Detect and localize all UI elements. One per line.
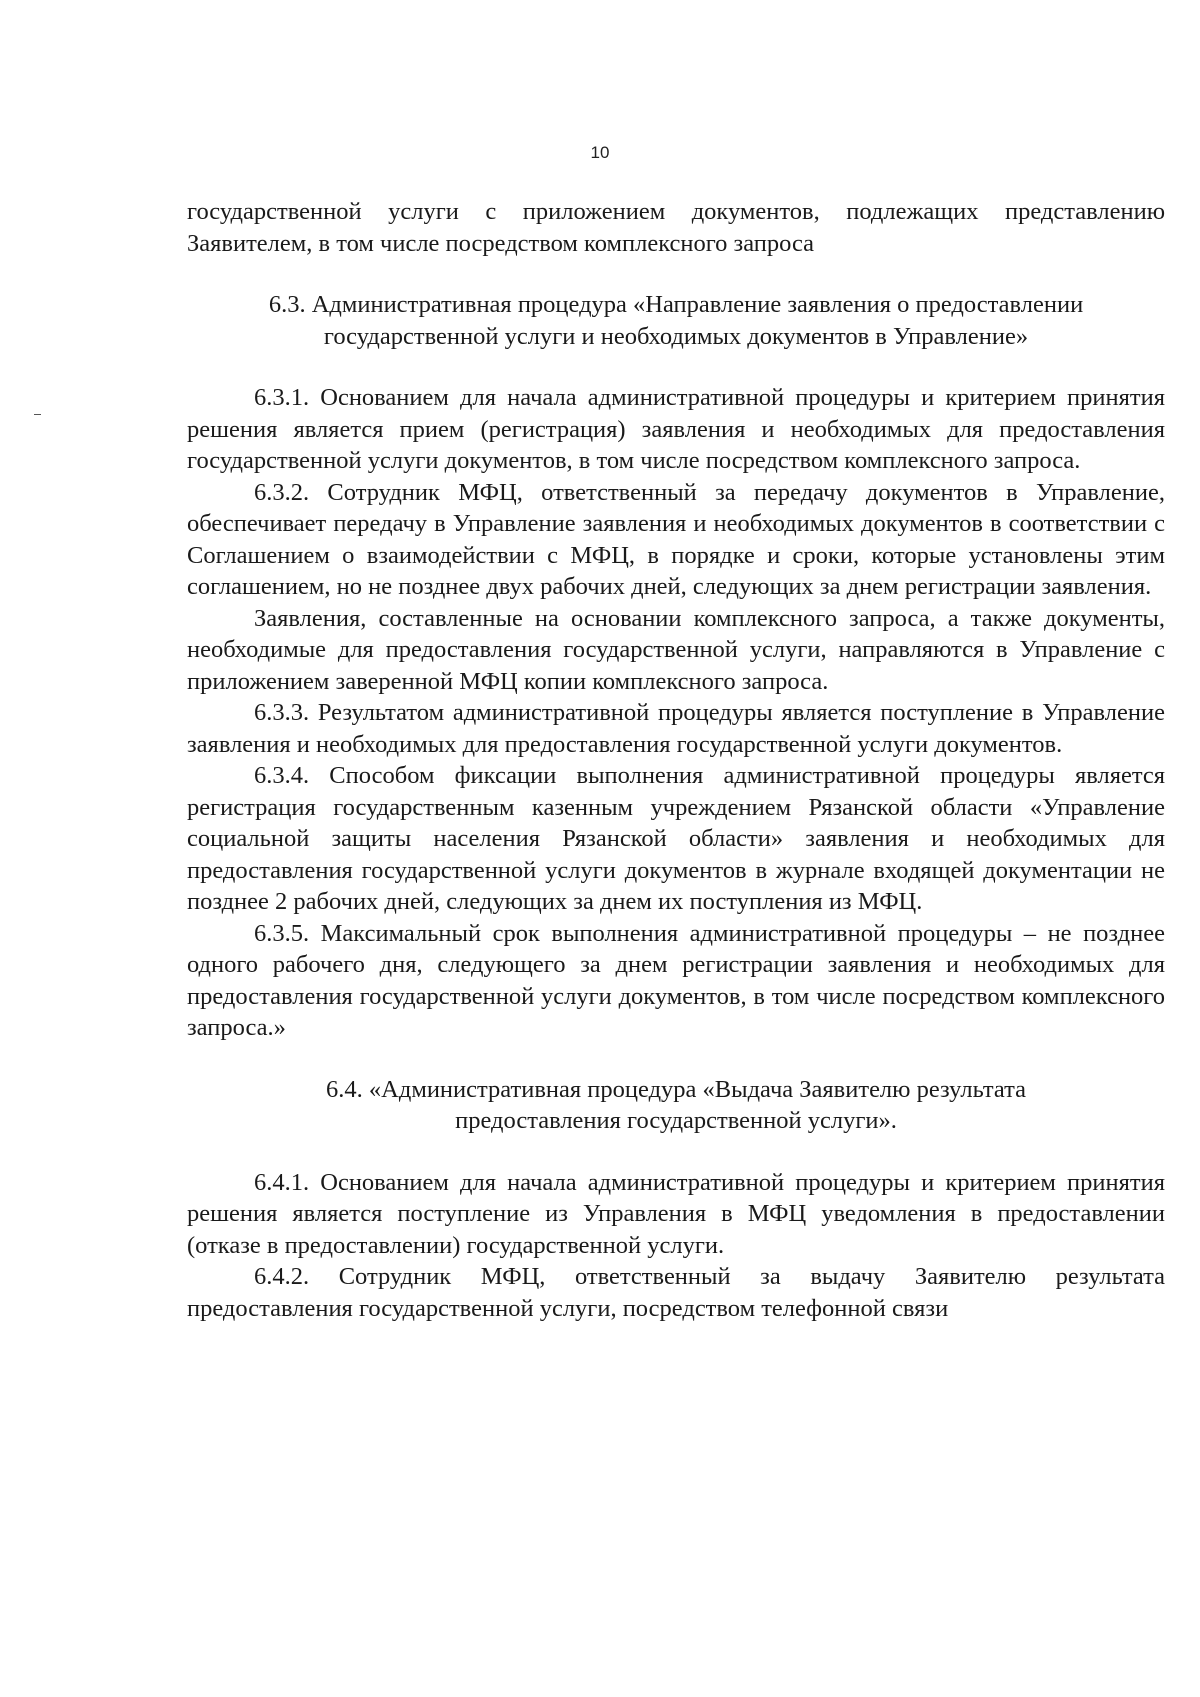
paragraph-6-3-2: 6.3.2. Сотрудник МФЦ, ответственный за передачу документов в Управление, обеспечивает передачу в Управление заявления и необходимых документов в соответствии с Соглашением о взаимодействии с МФЦ, в порядке и сроки, которые установлены этим соглашением, но не позднее двух рабочих дней, следующих за днем регистрации заявления. (187, 478, 1165, 600)
scan-margin-mark (34, 414, 41, 415)
paragraph-6-4-2: 6.4.2. Сотрудник МФЦ, ответственный за выдачу Заявителю результата предоставления государственной услуги, посредством телефонной связи (187, 1263, 1165, 1322)
page-number: 10 (590, 143, 610, 162)
paragraph-statements: Заявления, составленные на основании комплексного запроса, а также документы, необходимые для предоставления государственной услуги, направляются в Управление с приложением заверенной МФЦ копии комплексного запроса. (187, 604, 1165, 695)
section-6-4-heading-line2: предоставления государственной услуги». (455, 1107, 897, 1134)
paragraph-6-3-5: 6.3.5. Максимальный срок выполнения административной процедуры – не позднее одного рабочего дня, следующего за днем регистрации заявления и необходимых для предоставления государственной услуги документов, в том числе посредством комплексного запроса.» (187, 919, 1165, 1041)
paragraph-6-3-3: 6.3.3. Результатом административной процедуры является поступление в Управление заявления и необходимых для предоставления государственной услуги документов. (187, 699, 1165, 758)
paragraph-6-3-4: 6.3.4. Способом фиксации выполнения административной процедуры является регистрация государственным казенным учреждением Рязанской области «Управление социальной защиты населения Рязанской области» заявления и необходимых для предоставления государственной услуги документов в журнале входящей документации не позднее 2 рабочих дней, следующих за днем их поступления из МФЦ. (187, 762, 1165, 915)
paragraph-6-3-1: 6.3.1. Основанием для начала административной процедуры и критерием принятия решения является прием (регистрация) заявления и необходимых для предоставления государственной услуги документов, в том числе посредством комплексного запроса. (187, 384, 1165, 474)
section-6-3-heading-line2: государственной услуги и необходимых документов в Управление» (323, 322, 1029, 350)
section-6-3-heading-line1: 6.3. Административная процедура «Направление заявления о предоставлении (268, 291, 1084, 318)
document-body (187, 196, 1165, 1324)
section-6-3-heading (187, 289, 1165, 352)
paragraph-6-4-1: 6.4.1. Основанием для начала административной процедуры и критерием принятия решения является поступление из Управления в МФЦ уведомления в предоставлении (отказе в предоставлении) государственной услуги. (187, 1168, 1165, 1259)
opening-paragraph: государственной услуги с приложением документов, подлежащих представлению Заявителем, в том числе посредством комплексного запроса (187, 198, 1165, 257)
section-6-4-heading (187, 1074, 1165, 1137)
section-6-4-heading-line1: 6.4. «Административная процедура «Выдача Заявителю результата (326, 1075, 1026, 1103)
